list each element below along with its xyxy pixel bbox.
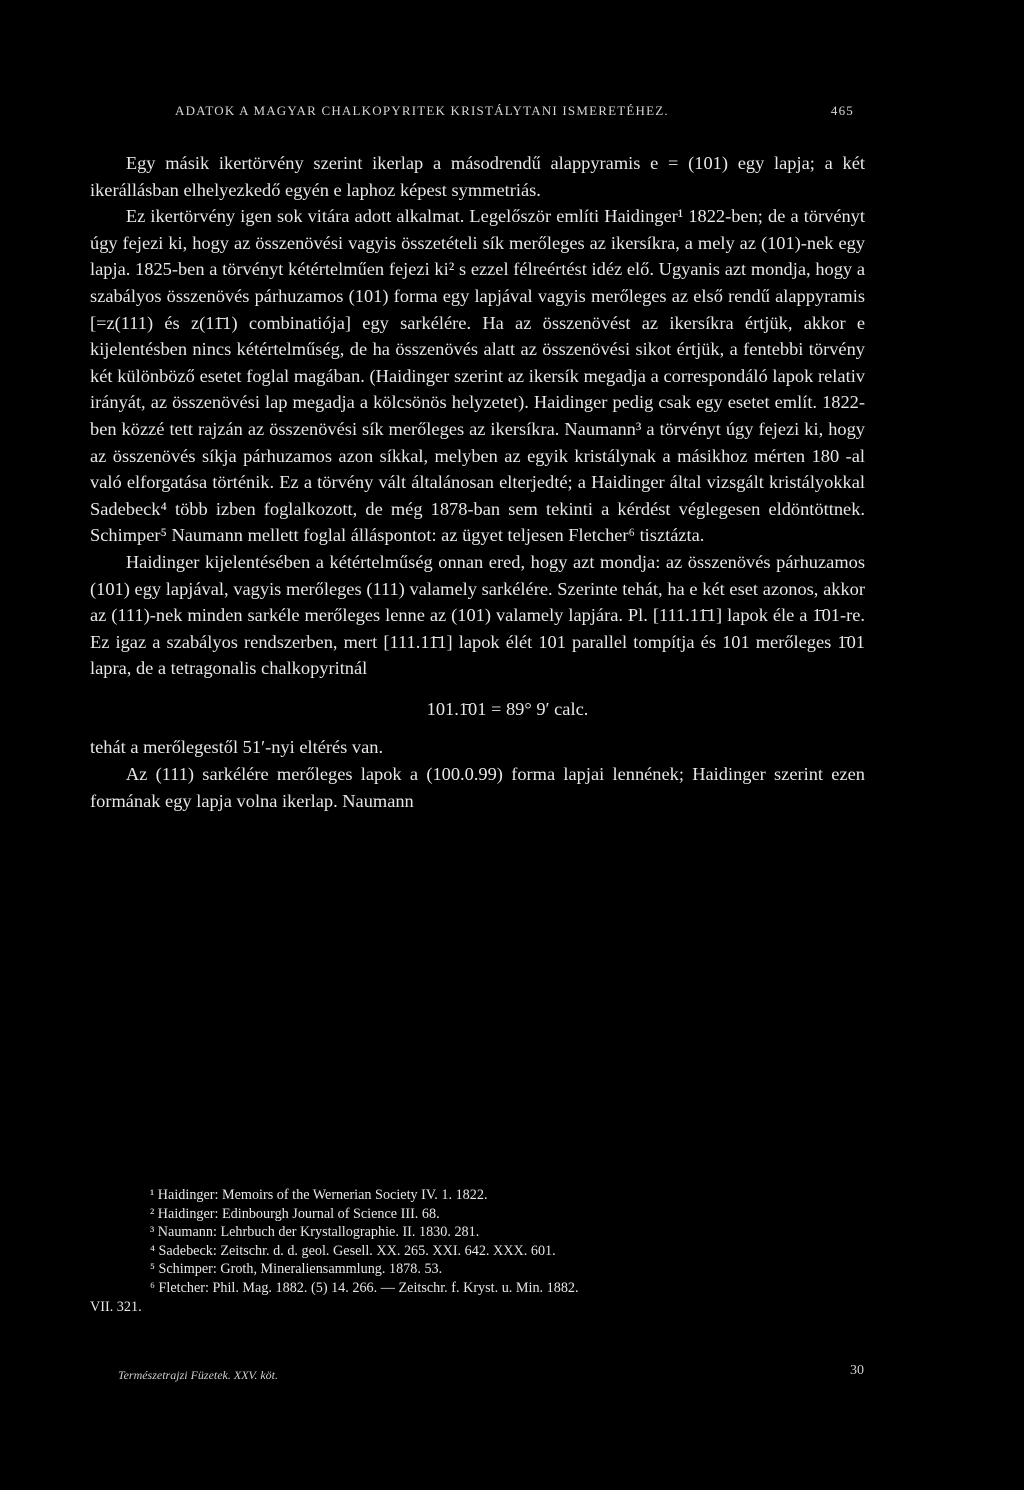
paragraph: Az (111) sarkélére merőleges lapok a (100.0.99) forma lapjai lennének; Haidinger szerint ezen formának egy lapja volna ikerlap. Naumann bbox=[90, 764, 865, 811]
formula: 101.1̄01 = 89° 9′ calc. bbox=[426, 698, 589, 719]
running-head bbox=[175, 103, 854, 119]
footnote: ⁶ Fletcher: Phil. Mag. 1882. (5) 14. 266. — Zeitschr. f. Kryst. u. Min. 1882. bbox=[150, 1279, 579, 1296]
page-footer bbox=[118, 1363, 864, 1383]
running-title: ADATOK A MAGYAR CHALKOPYRITEK KRISTÁLYTANI ISMERETÉHEZ. bbox=[175, 103, 669, 118]
footnote: ¹ Haidinger: Memoirs of the Wernerian Society IV. 1. 1822. bbox=[150, 1187, 488, 1203]
footnote: ³ Naumann: Lehrbuch der Krystallographie. II. 1830. 281. bbox=[150, 1224, 480, 1241]
footnote: ⁵ Schimper: Groth, Mineraliensammlung. 1878. 53. bbox=[150, 1261, 443, 1278]
signature-mark: 30 bbox=[850, 1363, 864, 1378]
footnote: ² Haidinger: Edinbourgh Journal of Science III. 68. bbox=[150, 1205, 440, 1222]
footnote: ⁴ Sadebeck: Zeitschr. d. d. geol. Gesell. XX. 265. XXI. 642. XXX. 601. bbox=[150, 1242, 556, 1259]
paragraph: Haidinger kijelentésében a kétértelműség onnan ered, hogy azt mondja: az összenövés párhuzamos (101) egy lapjával, vagyis merőleges (111) valamely sarkélére. Szerinte tehát, ha e két eset azonos, akkor az (111)-nek minden sarkéle merőleges lenne az (101) valamely lapjára. Pl. [111.11̄1] lapok éle a 1̄01-re. Ez igaz a szabályos rendszerben, mert [111.11̄1] lapok élét 101 parallel tompítja és 101 merőleges 1̄01 lapra, de a tetragonalis chalkopyritnál bbox=[90, 551, 865, 679]
paragraph: Ez ikertörvény igen sok vitára adott alkalmat. Legelőször említi Haidinger¹ 1822-ben; de a törvényt úgy fejezi ki, hogy az összenövési vagyis összetételi sík merőleges az ikersíkra, a mely az (101)-nek egy lapja. 1825-ben a törvényt kétértelműen fejezi ki² s ezzel félreértést idéz elő. Ugyanis azt mondja, hogy a szabályos összenövés párhuzamos (101) forma egy lapjával vagyis merőleges az első rendű alappyramis [=z(111) és z(11̄1) combinatiója] egy sarkélére. Ha az összenövést az ikersíkra értjük, akkor e kijelentésben nincs kétértelműség, de ha összenövés alatt az összenövési sikot értjük, a fentebbi törvény két különböző esetet foglal magában. (Haidinger szerint az ikersík megadja a correspondáló lapok relativ irányát, az összenövési lap megadja a kölcsönös helyzetet). Haidinger pedig csak egy esetet említ. 1822-ben közzé tett rajzán az összenövési sík merőleges az ikersíkra. Naumann³ a törvényt úgy fejezi ki, hogy az összenövés síkja párhuzamos azon síkkal, melyben az egyik kristálynak a másikhoz mérten 180 -al való elforgatása történik. Ez a törvény vált általánosan elterjedté; a Haidinger által vizsgált kristályokkal Sadebeck⁴ több izben foglalkozott, de még 1878-ban sem tekinti a kérdést véglegesen eldöntöttnek. Schimper⁵ Naumann mellett foglal álláspontot: az ügyet teljesen Fletcher⁶ tisztázta. bbox=[90, 206, 865, 546]
journal-name: Természetrajzi Füzetek. XXV. köt. bbox=[118, 1368, 278, 1382]
footnotes bbox=[90, 1186, 865, 1316]
paragraph: Egy másik ikertörvény szerint ikerlap a másodrendű alappyramis e = (101) egy lapja; a két ikerállásban elhelyezkedő egyén e laphoz képest symmetriás. bbox=[90, 153, 865, 200]
paragraph: tehát a merőlegestől 51′-nyi eltérés van. bbox=[90, 737, 384, 758]
footnote-continuation: VII. 321. bbox=[90, 1298, 142, 1315]
body-text bbox=[90, 150, 865, 814]
page-number: 465 bbox=[830, 103, 854, 118]
